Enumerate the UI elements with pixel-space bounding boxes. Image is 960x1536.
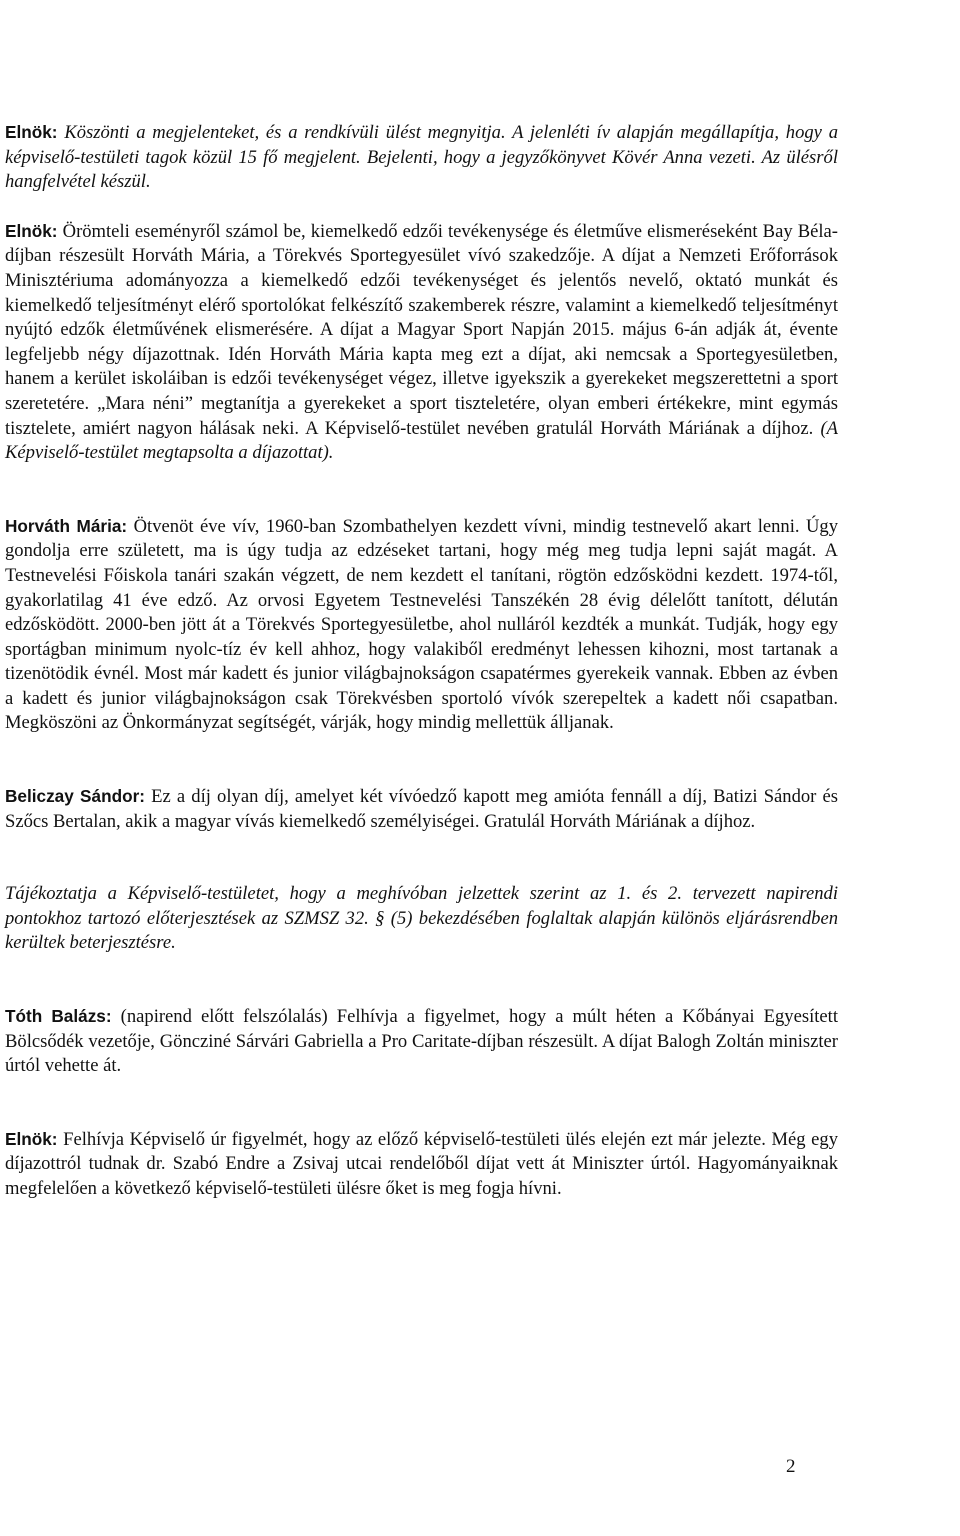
- speaker-label: Tóth Balázs:: [5, 1006, 112, 1027]
- page-number: 2: [786, 1456, 796, 1477]
- paragraph-note: (A Képviselő-testület megtapsolta a díjazottat).: [5, 417, 838, 464]
- paragraph-horvath-maria: [5, 514, 838, 736]
- speaker-label: Elnök:: [5, 122, 58, 142]
- document-page: [5, 120, 838, 1202]
- speaker-label: Horváth Mária:: [5, 515, 128, 536]
- paragraph-tajekoztatas: [5, 882, 838, 956]
- paragraph-text: Ez a díj olyan díj, amelyet két vívóedző kapott meg amióta fennáll a díj, Batizi Sándor és Szőcs Bertalan, akik a magyar vívás kiemelkedő személyiségei. Gratulál Horváth Máriának a díjhoz.: [5, 786, 838, 832]
- paragraph-text: Felhívja Képviselő úr figyelmét, hogy az előző képviselő-testületi ülés elején ezt már jelezte. Még egy díjazottról tudnak dr. Szabó Endre a Zsivaj utcai rendelőből díjat vett át Miniszter úrtól. Hagyományaiknak megfelelően a következő képviselő-testületi ülésre őket is meg fogja hívni.: [5, 1128, 838, 1199]
- paragraph-text: Köszönti a megjelenteket, és a rendkívüli ülést megnyitja. A jelenléti ív alapján megállapítja, hogy a képviselő-testületi tagok közül 15 fő megjelent. Bejelenti, hogy a jegyzőkönyvet Kövér Anna vezeti. Az ülésről hangfelvétel készül.: [5, 122, 839, 193]
- speaker-label: Elnök:: [5, 1128, 58, 1149]
- paragraph-note: Tájékoztatja a Képviselő-testületet, hogy a meghívóban jelzettek szerint az 1. és 2. tervezett napirendi pontokhoz tartozó előterjesztések az SZMSZ 32. § (5) bekezdésében foglaltak alapján különös eljárásrendben kerültek beterjesztésre.: [5, 883, 838, 954]
- speaker-label: Beliczay Sándor:: [5, 786, 145, 807]
- paragraph-text: (napirend előtt felszólalás) Felhívja a figyelmet, hogy a múlt héten a Kőbányai Egyesített Bölcsődék vezetője, Göncziné Sárvári Gabriella a Pro Caritate-díjban részesült. A díjat Balogh Zoltán miniszter úrtól vehette át.: [5, 1006, 838, 1077]
- paragraph-toth-balazs: [5, 1004, 838, 1079]
- paragraph-elnok-award: [5, 219, 838, 466]
- paragraph-beliczay-sandor: [5, 784, 838, 834]
- speaker-label: Elnök:: [5, 220, 58, 241]
- paragraph-text: Ötvenöt éve vív, 1960-ban Szombathelyen kezdett vívni, mindig testnevelő akart lenni. Úgy gondolja erre született, ma is úgy tudja az edzéseket tartani, hogy még meg tudja lepni saját magát. A Testnevelési Főiskola tanári szakán végzett, de nem kezdett el tanítani, rögtön edzősködni kezdett. 1974-től, gyakorlatilag 41 éve edző. Az orvosi Egyetem Testnevelési Tanszékén 28 évig délelőtt tanított, délután edzősködött. 2000-ben jött át a Törekvés Sportegyesületbe, ahol nulláról kezdték a munkát. Tudják, hogy egy sportágban minimum nyolc-tíz év kell ahhoz, hogy valakiből eredményt lehessen kihozni, most tartanak a tizenötödik évnél. Most már kadett és junior világbajnokságon csapatérmes gyerekeik vannak. Ebben az évben a kadett és junior világbajnokságon csak Törekvésben sportoló vívók szerepeltek a kadett női csapatban. Megköszöni az Önkormányzat segítségét, várják, hogy mindig mellettük álljanak.: [5, 515, 839, 734]
- paragraph-text: Örömteli eseményről számol be, kiemelkedő edzői tevékenysége és életműve elismeréseként Bay Béla-díjban részesült Horváth Mária, a Törekvés Sportegyesület vívó szakedzője. A díjat a Nemzeti Erőforrások Minisztériuma adományozza a kiemelkedő edzői tevékenységet és jelentős nevelő, oktató munkát és kiemelkedő teljesítményt elérő sportolókat felkészítő szakemberek részre, valamint a kiemelkedő teljesítményt nyújtó edzők életművének elismerésére. A díjat a Magyar Sport Napján 2015. május 6-án adják át, évente legfeljebb négy díjazottnak. Idén Horváth Mária kapta meg ezt a díjat, aki nemcsak a Sportegyesületben, hanem a kerület iskoláiban is edzői tevékenységet végez, illetve igyekszik a gyerekeket megszerettetni a sport szeretetére. „Mara néni” megtanítja a gyerekeket a sport tiszteletére, olyan emberi értékekre, mint egymás tisztelete, amiért nagyon hálásak neki. A Képviselő-testület nevében gratulál Horváth Máriának a díjhoz.: [5, 220, 838, 439]
- paragraph-elnok-opening: [5, 120, 838, 195]
- paragraph-elnok-closing: [5, 1127, 838, 1202]
